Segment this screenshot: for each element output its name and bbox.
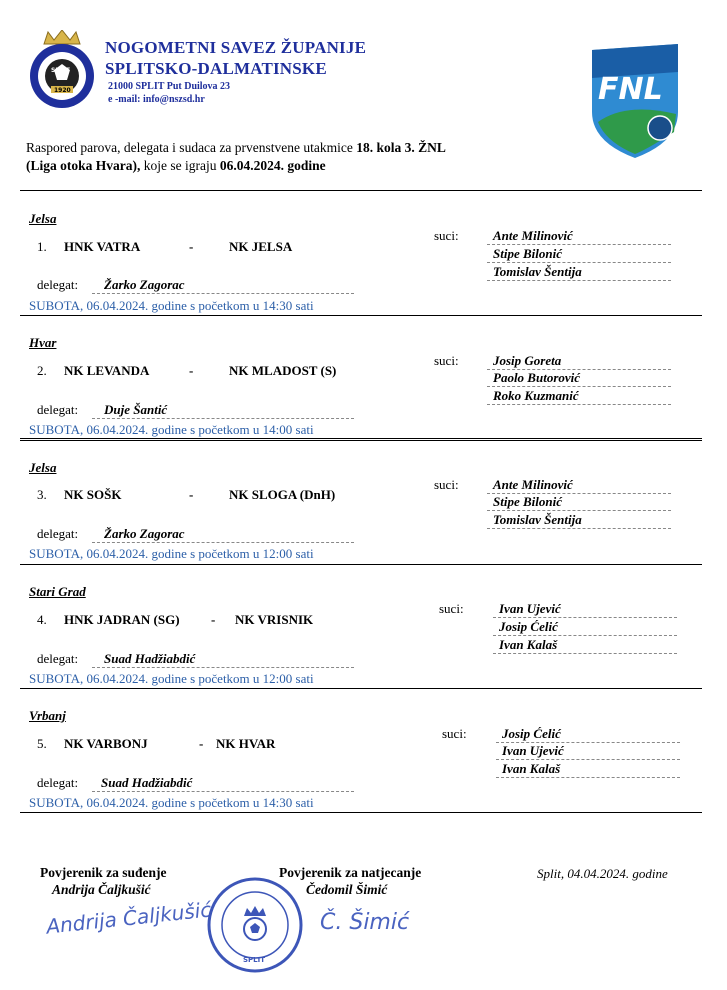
org-address: 21000 SPLIT Put Duilova 23 <box>108 81 231 92</box>
logo-city-text: SPLIT <box>51 67 70 74</box>
delegate-underline <box>92 293 354 294</box>
match-number: 3. <box>37 487 47 502</box>
referee-name: Paolo Butorović <box>487 370 671 387</box>
match-number: 2. <box>37 363 47 378</box>
referee-commissioner-signature: Andrija Čaljkušić <box>45 897 213 939</box>
referee-name: Stipe Bilonić <box>487 246 671 263</box>
delegate-name: Suad Hadžiabdić <box>104 651 196 666</box>
org-logo <box>24 30 100 110</box>
round-league: 18. kola 3. ŽNL <box>356 140 446 155</box>
delegate-name: Duje Šantić <box>104 402 168 417</box>
match-venue: Stari Grad <box>29 584 86 599</box>
delegate-label: delegat: <box>37 775 79 790</box>
referee-name: Ivan Kalaš <box>493 637 677 654</box>
match-venue: Hvar <box>29 335 57 350</box>
match-venue: Jelsa <box>29 211 57 226</box>
referee-name: Stipe Bilonić <box>487 494 671 511</box>
kickoff-time: SUBOTA, 06.04.2024. godine s početkom u 14:30 sati <box>29 795 314 810</box>
referee-name: Josip Ćelić <box>493 619 677 636</box>
org-email: e -mail: info@nszsd.hr <box>108 94 205 105</box>
intro-text: Raspored parova, delegata i sudaca za prvenstvene utakmice <box>26 140 357 155</box>
competition-commissioner-signature: Č. Šimić <box>320 910 410 935</box>
match-number: 1. <box>37 239 47 254</box>
referee-name: Ivan Ujević <box>496 743 680 760</box>
referee-name: Josip Goreta <box>487 353 671 370</box>
referee-name: Tomislav Šentija <box>487 512 671 529</box>
kickoff-time: SUBOTA, 06.04.2024. godine s početkom u 14:30 sati <box>29 298 314 313</box>
referee-name: Ivan Kalaš <box>496 761 680 778</box>
team-dash: - <box>211 612 216 627</box>
org-name-line2: SPLITSKO-DALMATINSKE <box>105 59 327 78</box>
match-number: 5. <box>37 736 47 751</box>
away-team: NK SLOGA (DnH) <box>229 487 336 502</box>
kickoff-time: SUBOTA, 06.04.2024. godine s početkom u 12:00 sati <box>29 546 314 561</box>
kickoff-time: SUBOTA, 06.04.2024. godine s početkom u 14:00 sati <box>29 422 314 437</box>
competition-commissioner-title: Povjerenik za natjecanje <box>279 865 422 880</box>
away-team: NK HVAR <box>216 736 276 751</box>
competition-commissioner-name: Čedomil Šimić <box>306 882 388 897</box>
fnl-logo <box>586 42 684 160</box>
home-team: NK LEVANDA <box>64 363 150 378</box>
org-name-line1: NOGOMETNI SAVEZ ŽUPANIJE <box>105 38 367 57</box>
delegate-label: delegat: <box>37 526 79 541</box>
delegate-label: delegat: <box>37 651 79 666</box>
divider <box>20 688 702 689</box>
stamp-city: SPLIT <box>243 956 266 964</box>
team-dash: - <box>189 363 194 378</box>
delegate-underline <box>92 542 354 543</box>
referees-label: suci: <box>434 477 459 492</box>
divider <box>20 812 702 813</box>
delegate-label: delegat: <box>37 277 79 292</box>
fnl-logo-text: FNL <box>598 72 663 107</box>
away-team: NK VRISNIK <box>235 612 314 627</box>
referee-name: Ivan Ujević <box>493 601 677 618</box>
logo-year-text: 1920 <box>54 87 71 94</box>
stamp-text <box>206 876 207 877</box>
divider <box>20 564 702 565</box>
kickoff-time: SUBOTA, 06.04.2024. godine s početkom u 12:00 sati <box>29 671 314 686</box>
referee-commissioner-name: Andrija Čaljkušić <box>52 882 151 897</box>
delegate-underline <box>92 667 354 668</box>
referee-name: Ante Milinović <box>487 228 671 245</box>
delegate-name: Žarko Zagorac <box>104 526 185 541</box>
referee-name: Roko Kuzmanić <box>487 388 671 405</box>
match-date: 06.04.2024. godine <box>219 158 326 173</box>
intro-line2 <box>26 157 326 175</box>
home-team: NK SOŠK <box>64 487 122 502</box>
referee-name: Ante Milinović <box>487 477 671 494</box>
referee-name: Tomislav Šentija <box>487 264 671 281</box>
away-team: NK MLADOST (S) <box>229 363 337 378</box>
match-venue: Jelsa <box>29 460 57 475</box>
intro-line1 <box>26 139 446 157</box>
team-dash: - <box>189 487 194 502</box>
home-team: HNK JADRAN (SG) <box>64 612 180 627</box>
delegate-underline <box>92 791 354 792</box>
referees-label: suci: <box>434 228 459 243</box>
official-stamp <box>206 876 304 974</box>
referees-label: suci: <box>439 601 464 616</box>
league-name: (Liga otoka Hvara), <box>26 158 141 173</box>
divider <box>20 190 702 191</box>
divider <box>20 315 702 316</box>
match-venue: Vrbanj <box>29 708 66 723</box>
team-dash: - <box>199 736 204 751</box>
place-date: Split, 04.04.2024. godine <box>537 866 668 881</box>
intro-text-2: koje se igraju <box>140 158 220 173</box>
match-number: 4. <box>37 612 47 627</box>
away-team: NK JELSA <box>229 239 293 254</box>
divider <box>20 438 702 441</box>
delegate-label: delegat: <box>37 402 79 417</box>
referees-label: suci: <box>434 353 459 368</box>
referees-label: suci: <box>442 726 467 741</box>
home-team: NK VARBONJ <box>64 736 148 751</box>
team-dash: - <box>189 239 194 254</box>
referee-commissioner-title: Povjerenik za suđenje <box>40 865 167 880</box>
delegate-name: Žarko Zagorac <box>104 277 185 292</box>
delegate-name: Suad Hadžiabdić <box>101 775 193 790</box>
referee-name: Josip Ćelić <box>496 726 680 743</box>
home-team: HNK VATRA <box>64 239 141 254</box>
delegate-underline <box>92 418 354 419</box>
